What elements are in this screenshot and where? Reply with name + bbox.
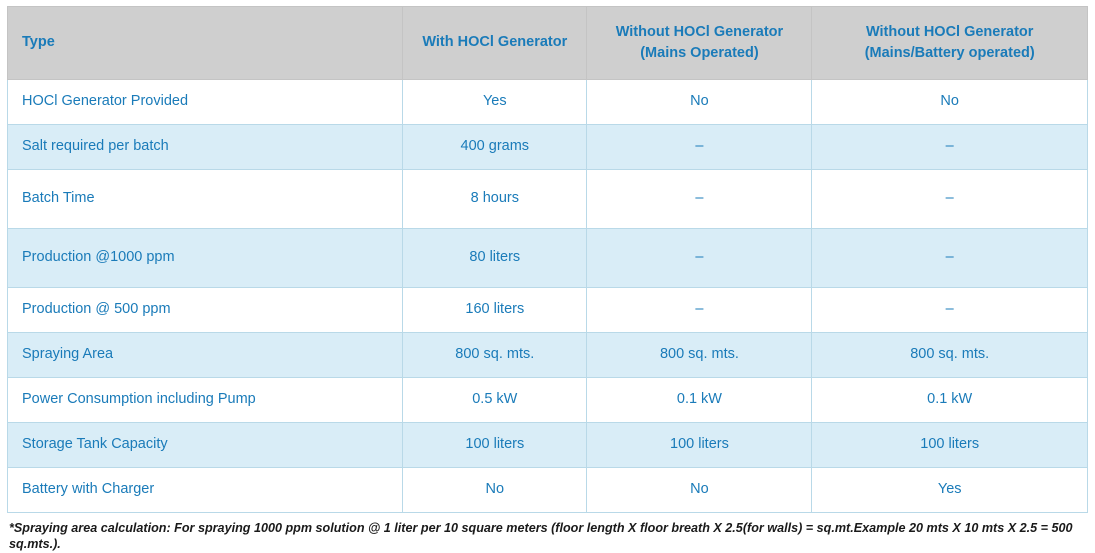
cell-with-generator: 80 liters xyxy=(403,229,587,288)
column-header-with-generator xyxy=(403,7,587,80)
cell-without-generator-mains: – xyxy=(587,229,812,288)
column-header-without-generator-mains-line2: (Mains Operated) xyxy=(640,45,759,61)
row-label: Production @ 500 ppm xyxy=(8,288,403,333)
cell-without-generator-battery: 100 liters xyxy=(812,423,1088,468)
row-label: Salt required per batch xyxy=(8,125,403,170)
column-header-type xyxy=(8,7,403,80)
cell-with-generator: 100 liters xyxy=(403,423,587,468)
row-label: Batch Time xyxy=(8,170,403,229)
cell-without-generator-mains: – xyxy=(587,125,812,170)
column-header-without-generator-battery xyxy=(812,7,1088,80)
table-header xyxy=(8,7,1088,80)
row-label: Battery with Charger xyxy=(8,468,403,513)
cell-without-generator-battery: No xyxy=(812,80,1088,125)
row-label: Power Consumption including Pump xyxy=(8,378,403,423)
row-label: HOCl Generator Provided xyxy=(8,80,403,125)
cell-without-generator-mains: 0.1 kW xyxy=(587,378,812,423)
cell-without-generator-battery: 800 sq. mts. xyxy=(812,333,1088,378)
cell-without-generator-battery: – xyxy=(812,170,1088,229)
cell-without-generator-battery: – xyxy=(812,125,1088,170)
cell-without-generator-battery: Yes xyxy=(812,468,1088,513)
cell-without-generator-mains: No xyxy=(587,80,812,125)
cell-with-generator: Yes xyxy=(403,80,587,125)
cell-without-generator-mains: No xyxy=(587,468,812,513)
cell-without-generator-mains: 100 liters xyxy=(587,423,812,468)
cell-without-generator-battery: 0.1 kW xyxy=(812,378,1088,423)
spec-table-container xyxy=(0,6,1095,553)
cell-without-generator-mains: – xyxy=(587,170,812,229)
cell-with-generator: 8 hours xyxy=(403,170,587,229)
table-row xyxy=(8,423,1088,468)
column-header-without-generator-battery-line2: (Mains/Battery operated) xyxy=(864,45,1035,61)
cell-with-generator: 400 grams xyxy=(403,125,587,170)
cell-with-generator: 160 liters xyxy=(403,288,587,333)
comparison-table xyxy=(7,6,1088,513)
cell-with-generator: 0.5 kW xyxy=(403,378,587,423)
table-row xyxy=(8,170,1088,229)
footnote: *Spraying area calculation: For spraying 1000 ppm solution @ 1 liter per 10 square meters (floor length X floor breath X 2.5(for walls) = sq.mt.Example 20 mts X 10 mts X 2.5 = 500 sq.mts.). xyxy=(9,521,1073,552)
table-header-row xyxy=(8,7,1088,80)
table-row xyxy=(8,125,1088,170)
row-label: Spraying Area xyxy=(8,333,403,378)
table-row xyxy=(8,229,1088,288)
cell-without-generator-mains: – xyxy=(587,288,812,333)
cell-with-generator: 800 sq. mts. xyxy=(403,333,587,378)
column-header-with-generator-line1: With HOCl Generator xyxy=(422,34,568,51)
table-body xyxy=(8,80,1088,513)
column-header-without-generator-mains xyxy=(587,7,812,80)
table-row xyxy=(8,80,1088,125)
column-header-type-label: Type xyxy=(22,34,55,51)
cell-without-generator-battery: – xyxy=(812,288,1088,333)
table-row xyxy=(8,468,1088,513)
row-label: Production @1000 ppm xyxy=(8,229,403,288)
cell-without-generator-battery: – xyxy=(812,229,1088,288)
table-row xyxy=(8,333,1088,378)
cell-with-generator: No xyxy=(403,468,587,513)
table-row xyxy=(8,378,1088,423)
cell-without-generator-mains: 800 sq. mts. xyxy=(587,333,812,378)
row-label: Storage Tank Capacity xyxy=(8,423,403,468)
column-header-without-generator-battery-line1: Without HOCl Generator xyxy=(865,23,1034,40)
column-header-without-generator-mains-line1: Without HOCl Generator xyxy=(615,23,784,40)
table-row xyxy=(8,288,1088,333)
